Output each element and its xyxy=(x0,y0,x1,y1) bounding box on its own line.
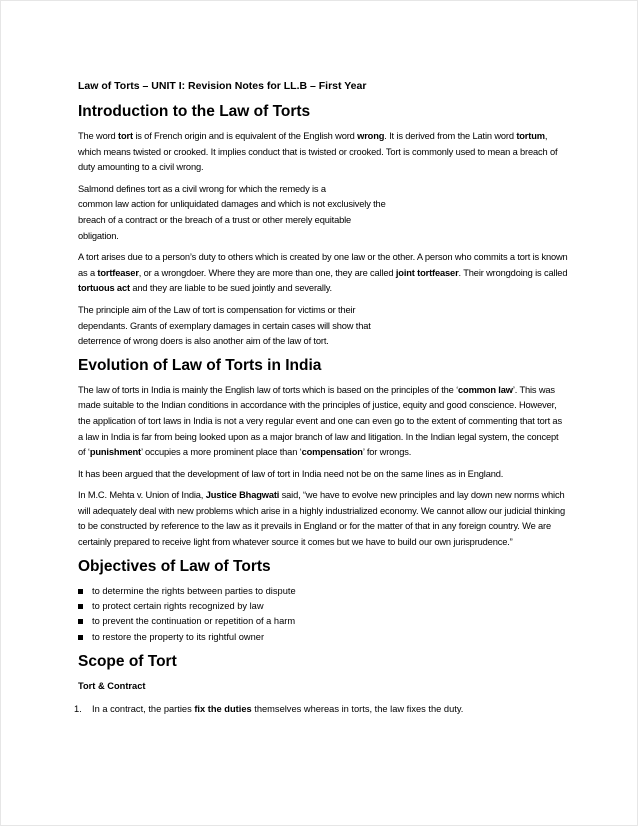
list-number: 1. xyxy=(74,703,82,714)
text-run: themselves whereas in torts, the law fixes the duty. xyxy=(251,703,464,714)
text-run: The law of torts in India is mainly the English law of torts which is based on the principles of the ‘ xyxy=(78,384,459,395)
list-item-text: to restore the property to its rightful owner xyxy=(92,631,265,642)
text-run: , or a wrongdoer. Where they are more than one, they are called xyxy=(138,267,396,278)
text-run: , which means twisted or crooked. It implies conduct that is twisted or crooked. Tort is commonly used to mean a breach of duty amounting to a civil wrong. xyxy=(78,131,558,173)
intro-p4-line: deterrence of wrong doers is also another aim of the law of tort. xyxy=(78,336,329,347)
bold-term: fix the duties xyxy=(194,703,252,714)
scope-list xyxy=(74,702,568,717)
bold-term: common law xyxy=(458,384,513,395)
evolution-paragraph-3 xyxy=(78,488,568,550)
heading-introduction: Introduction to the Law of Torts xyxy=(78,103,311,120)
bold-term: tort xyxy=(118,131,133,141)
evolution-paragraph-1 xyxy=(78,383,568,461)
intro-p2-line: breach of a contract or the breach of a trust or other merely equitable xyxy=(78,214,352,225)
intro-paragraph-2 xyxy=(78,182,568,244)
text-run: The word xyxy=(78,131,118,141)
intro-p4-line: The principle aim of the Law of tort is compensation for victims or their xyxy=(78,304,356,315)
list-item-text: to protect certain rights recognized by law xyxy=(92,600,264,611)
square-bullet-icon xyxy=(78,604,83,609)
bold-term: Justice Bhagwati xyxy=(205,490,280,501)
evolution-paragraph-2 xyxy=(78,467,568,483)
text-run: and they are liable to be sued jointly and severally. xyxy=(129,283,332,294)
bold-term: tortuous act xyxy=(78,283,130,294)
subheading-tort-contract: Tort & Contract xyxy=(78,680,146,691)
intro-p2-line: obligation. xyxy=(78,230,119,241)
text-run: In a contract, the parties xyxy=(92,703,195,714)
heading-evolution: Evolution of Law of Torts in India xyxy=(78,356,322,374)
bold-term: joint tortfeaser xyxy=(395,267,459,278)
objectives-list xyxy=(78,584,568,645)
list-item xyxy=(78,584,568,599)
list-item xyxy=(74,702,568,717)
text-run: . Their wrongdoing is called xyxy=(458,267,568,278)
bold-term: punishment xyxy=(89,447,141,458)
heading-scope: Scope of Tort xyxy=(78,652,177,670)
intro-paragraph-4 xyxy=(78,303,568,350)
square-bullet-icon xyxy=(78,635,83,640)
intro-p4-line: dependants. Grants of exemplary damages in certain cases will show that xyxy=(78,320,371,331)
intro-paragraph-3 xyxy=(78,250,568,297)
text-run: In M.C. Mehta v. Union of India, xyxy=(78,490,206,501)
intro-paragraph-1 xyxy=(78,129,568,176)
bold-term: wrong xyxy=(357,131,385,141)
bold-term: compensation xyxy=(301,447,363,458)
text-run: ’ for wrongs. xyxy=(362,447,412,458)
text-run: is of French origin and is equivalent of the English word xyxy=(132,131,358,141)
list-item-text xyxy=(92,704,463,714)
text-run: It has been argued that the development of law of tort in India need not be on the same lines as in England. xyxy=(78,468,504,479)
intro-p2-line: common law action for unliquidated damages and which is not exclusively the xyxy=(78,199,386,210)
list-item xyxy=(78,630,568,645)
document-title: Law of Torts – UNIT I: Revision Notes for LL.B – First Year xyxy=(78,80,367,92)
intro-p2-line: Salmond defines tort as a civil wrong for which the remedy is a xyxy=(78,183,326,194)
text-run: said, “we have to evolve new principles and lay down new norms which will adequately deal with new problems which arise in a highly industrialized economy. We cannot allow our judicial thinking to be constructed by reference to the law as it prevails in England or for the matter of that in any foreign country. We are certainly prepared to receive light from whatever source it comes but we have to build our own jurisprudence.” xyxy=(78,490,565,548)
text-run: A tort arises due to a person’s duty to others which is created by one law or the other. A person who commits a tort is known as a xyxy=(78,252,568,278)
list-item-text: to determine the rights between parties to dispute xyxy=(92,585,296,596)
document-content xyxy=(74,79,568,717)
heading-objectives: Objectives of Law of Torts xyxy=(78,557,271,575)
list-item xyxy=(78,614,568,629)
bold-term: tortum xyxy=(516,131,545,141)
square-bullet-icon xyxy=(78,589,83,594)
text-run: ’ occupies a more prominent place than ‘ xyxy=(141,447,302,458)
list-item-text: to prevent the continuation or repetition of a harm xyxy=(92,616,296,627)
bold-term: tortfeaser xyxy=(97,267,139,278)
text-run: ’. This was made suitable to the Indian conditions in accordance with the principles of justice, equity and good conscience. However, the application of tort laws in India is not a very regular event and one can even go to the extent of commenting that tort as a law in India is far from being looked upon as a major branch of law and litigation. In the Indian legal system, the concept of ‘ xyxy=(78,384,562,458)
list-item xyxy=(78,599,568,614)
square-bullet-icon xyxy=(78,619,83,624)
text-run: . It is derived from the Latin word xyxy=(384,131,517,141)
